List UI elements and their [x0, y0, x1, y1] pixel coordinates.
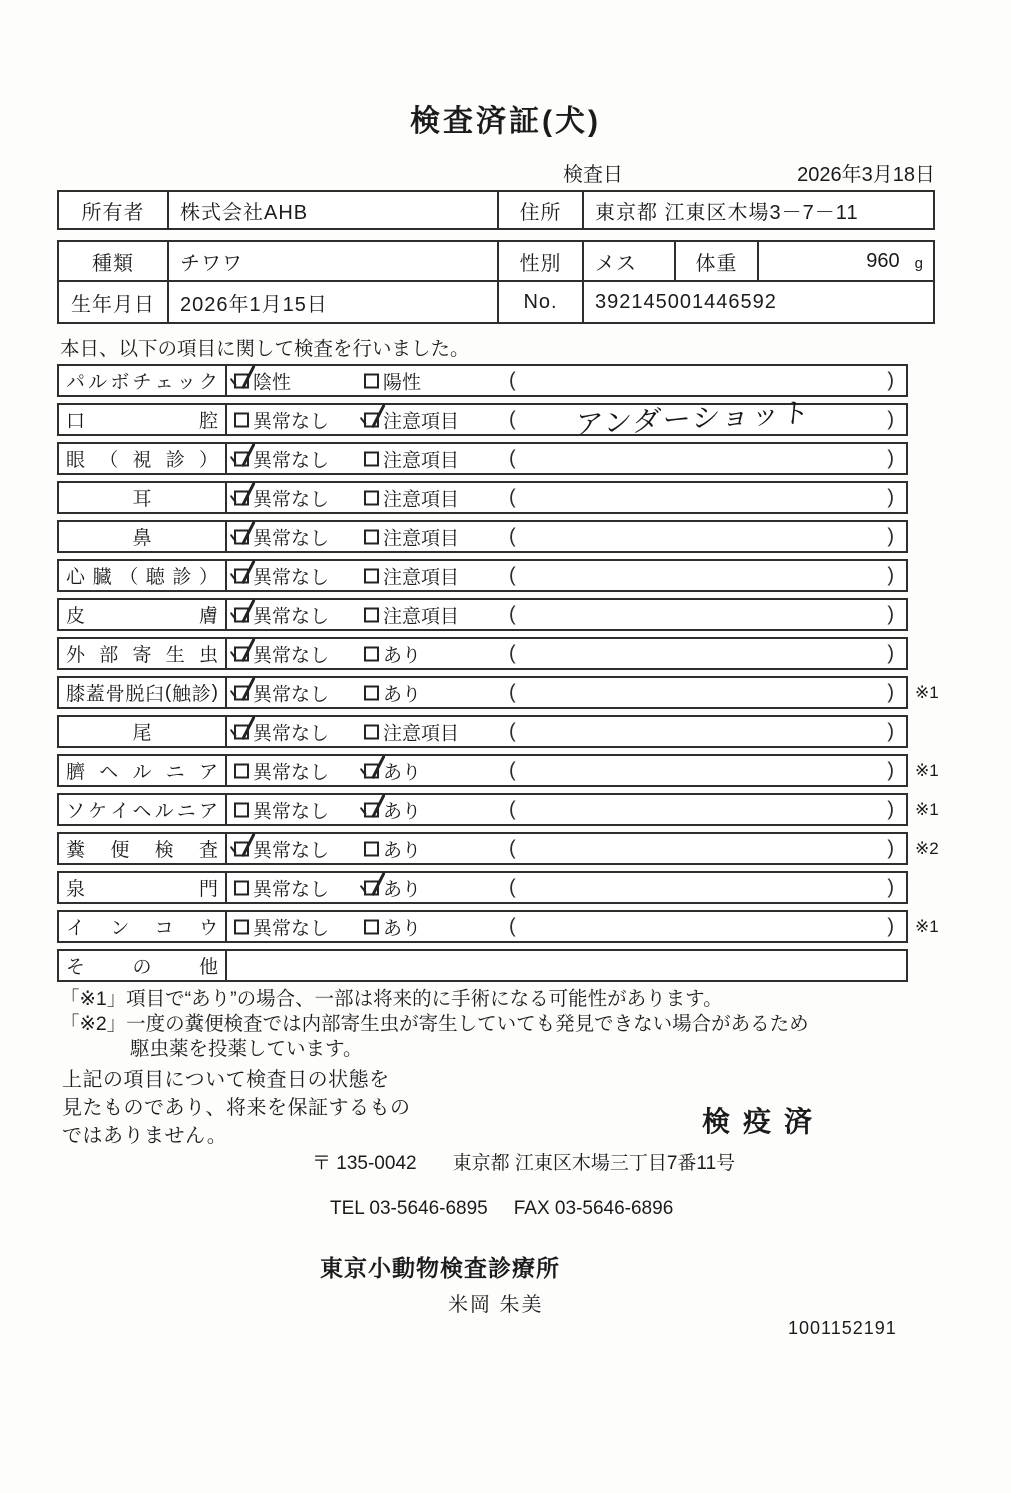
option-2-label: 注意項目 [383, 528, 460, 549]
option-2 [364, 679, 421, 706]
checkbox-icon [234, 841, 249, 856]
option-2 [364, 367, 421, 394]
option-1-label: 異常なし [253, 645, 330, 666]
checkbox-icon [234, 685, 249, 700]
paren-open: ( [509, 681, 516, 703]
option-2 [364, 601, 459, 628]
paren-open: ( [509, 408, 516, 430]
option-1 [234, 484, 329, 511]
checkbox-icon [234, 724, 249, 739]
row-content [227, 834, 906, 863]
paren-open: ( [509, 798, 516, 820]
option-2-label: 陽性 [383, 372, 422, 393]
disclaimer-line-2: 見たものであり、将来を保証するもの [62, 1097, 411, 1119]
row-note: ※1 [915, 916, 939, 936]
checkbox-icon [234, 373, 249, 388]
paren-close: ) [887, 603, 894, 625]
page-title: 検査済証(犬) [410, 105, 601, 138]
birth-value: 2026年1月15日 [167, 282, 497, 322]
checkbox-icon [364, 724, 379, 739]
table-row-fontanelle [57, 871, 908, 904]
option-1-label: 異常なし [253, 879, 330, 900]
checkbox-icon [234, 802, 249, 817]
row-label: イ ン コ ウ [59, 912, 227, 941]
checkbox-icon [364, 685, 379, 700]
option-2 [364, 640, 421, 667]
checkbox-icon [234, 490, 249, 505]
checkbox-icon [234, 607, 249, 622]
option-2 [364, 718, 459, 745]
paren-open: ( [509, 486, 516, 508]
footnote-2: 「※2」一度の糞便検査では内部寄生虫が寄生していても発見できない場合があるため [60, 1013, 809, 1035]
option-2-label: 注意項目 [383, 411, 460, 432]
row-label: 外 部 寄 生 虫 [59, 639, 227, 668]
option-1-label: 異常なし [253, 918, 330, 939]
option-2-label: 注意項目 [383, 567, 460, 588]
paren-open: ( [509, 642, 516, 664]
paren-close: ) [887, 876, 894, 898]
row-label: 臍 ヘ ル ニ ア [59, 756, 227, 785]
paren-open: ( [509, 564, 516, 586]
paren-open: ( [509, 915, 516, 937]
option-2 [364, 445, 459, 472]
inspection-table [57, 364, 939, 988]
table-row-umbilical-hernia [57, 754, 939, 787]
option-2 [364, 523, 459, 550]
option-2-label: 注意項目 [383, 489, 460, 510]
clinic-tel-line [330, 1198, 673, 1220]
option-1 [234, 718, 329, 745]
option-1-label: 異常なし [253, 411, 330, 432]
checkbox-icon [364, 490, 379, 505]
option-2 [364, 484, 459, 511]
checkbox-icon [234, 763, 249, 778]
row-label: 膝 蓋 骨 脱 臼 ( 触 診 ) [59, 678, 227, 707]
option-2 [364, 913, 421, 940]
option-1 [234, 757, 329, 784]
table-row-nose [57, 520, 908, 553]
paren-open: ( [509, 837, 516, 859]
paren-close: ) [887, 369, 894, 391]
row-content [227, 873, 906, 902]
no-value: 392145001446592 [582, 282, 933, 322]
exam-date-line [563, 158, 935, 187]
paren-open: ( [509, 759, 516, 781]
owner-label: 所有者 [81, 201, 145, 224]
owner-value: 株式会社AHB [167, 192, 497, 228]
paren-open: ( [509, 603, 516, 625]
row-label: そ の 他 [59, 951, 227, 980]
option-1 [234, 874, 329, 901]
checkbox-icon [364, 841, 379, 856]
finding-value-handwritten: アンダーショット [573, 396, 813, 441]
option-1 [234, 406, 329, 433]
paren-close: ) [887, 915, 894, 937]
option-2 [364, 406, 459, 433]
info-table [57, 240, 935, 324]
option-1 [234, 796, 329, 823]
footnotes [60, 987, 809, 1062]
table-row-oral [57, 396, 908, 441]
paren-open: ( [509, 369, 516, 391]
footnote-1: 「※1」項目で“あり”の場合、一部は将来的に手術になる可能性があります。 [60, 988, 723, 1010]
row-label: 糞 便 検 査 [59, 834, 227, 863]
paren-open: ( [509, 876, 516, 898]
table-row-ears [57, 481, 908, 514]
option-2 [364, 562, 459, 589]
weight-unit: g [914, 254, 923, 272]
option-2-label: 注意項目 [383, 723, 460, 744]
row-note: ※1 [915, 760, 939, 780]
row-content [227, 795, 906, 824]
option-1 [234, 835, 329, 862]
option-2-label: あり [383, 684, 422, 705]
row-label: ソ ケ イ ヘ ル ニ ア [59, 795, 227, 824]
option-2 [364, 835, 421, 862]
checkbox-icon [364, 451, 379, 466]
weight-number: 960 [866, 249, 900, 272]
option-1-label: 異常なし [253, 606, 330, 627]
row-content [227, 561, 906, 590]
option-2-label: 注意項目 [383, 606, 460, 627]
paren-open: ( [509, 447, 516, 469]
table-row-skin [57, 598, 908, 631]
no-label: No. [497, 282, 582, 322]
checkbox-icon [234, 412, 249, 427]
option-1 [234, 523, 329, 550]
table-row-fecal-exam [57, 832, 939, 865]
checkbox-icon [364, 802, 379, 817]
row-label: 口 腔 [59, 405, 227, 434]
checkbox-icon [234, 880, 249, 895]
row-label: 耳 [59, 483, 227, 512]
option-1-label: 異常なし [253, 684, 330, 705]
birth-label: 生年月日 [71, 293, 155, 316]
option-1-label: 異常なし [253, 567, 330, 588]
option-1-label: 異常なし [253, 840, 330, 861]
row-label: 眼 （ 視 診 ） [59, 444, 227, 473]
checkbox-icon [364, 373, 379, 388]
option-2 [364, 757, 421, 784]
checkbox-icon [364, 529, 379, 544]
option-1 [234, 445, 329, 472]
table-row-inkou [57, 910, 939, 943]
quarantine-stamp: 検疫済 [702, 1106, 826, 1137]
paren-close: ) [887, 642, 894, 664]
checkbox-icon [364, 412, 379, 427]
option-1 [234, 679, 329, 706]
checkbox-icon [364, 568, 379, 583]
row-label: 鼻 [59, 522, 227, 551]
row-label: 泉 門 [59, 873, 227, 902]
option-2 [364, 874, 421, 901]
breed-label: 種類 [92, 252, 134, 275]
row-label: パ ル ボ チ ェ ッ ク [59, 366, 227, 395]
option-1-label: 異常なし [253, 723, 330, 744]
footnote-2-continued: 駆虫薬を投薬しています。 [130, 1038, 363, 1060]
option-1-label: 異常なし [253, 489, 330, 510]
clinic-tel: TEL 03-5646-6895 [330, 1198, 488, 1219]
row-label: 尾 [59, 717, 227, 746]
exam-date-label: 検査日 [563, 164, 623, 186]
weight-label: 体重 [674, 242, 757, 280]
paren-close: ) [887, 564, 894, 586]
option-1 [234, 562, 329, 589]
table-row-external-parasites [57, 637, 908, 670]
intro-text: 本日、以下の項目に関して検査を行いました。 [60, 338, 470, 360]
table-row-eyes [57, 442, 908, 475]
disclaimer [62, 1066, 411, 1150]
serial-number: 1001152191 [788, 1318, 897, 1338]
option-1 [234, 640, 329, 667]
option-1-label: 異常なし [253, 762, 330, 783]
postal-code: 〒 135-0042 [312, 1153, 417, 1174]
checkbox-icon [364, 763, 379, 778]
checkbox-icon [234, 568, 249, 583]
row-content [227, 756, 906, 785]
paren-close: ) [887, 759, 894, 781]
row-label: 皮 膚 [59, 600, 227, 629]
paren-close: ) [887, 447, 894, 469]
option-1 [234, 367, 291, 394]
row-label: 心 臓 （ 聴 診 ） [59, 561, 227, 590]
checkbox-icon [364, 919, 379, 934]
option-1-label: 異常なし [253, 528, 330, 549]
checkbox-icon [364, 880, 379, 895]
table-row-other [57, 949, 908, 982]
row-content [227, 912, 906, 941]
option-2-label: あり [383, 879, 422, 900]
sex-label: 性別 [497, 242, 582, 280]
row-content [227, 600, 906, 629]
examiner-name: 米岡 朱美 [448, 1294, 544, 1316]
option-1 [234, 913, 329, 940]
paren-close: ) [887, 525, 894, 547]
paren-close: ) [887, 681, 894, 703]
exam-date-value: 2026年3月18日 [797, 164, 935, 186]
paren-open: ( [509, 720, 516, 742]
paren-close: ) [887, 837, 894, 859]
breed-value: チワワ [167, 242, 497, 280]
row-note: ※1 [915, 682, 939, 702]
table-row-heart [57, 559, 908, 592]
paren-close: ) [887, 798, 894, 820]
paren-close: ) [887, 408, 894, 430]
clinic-postal-line [312, 1148, 735, 1175]
row-content [227, 444, 906, 473]
option-2 [364, 796, 421, 823]
disclaimer-line-1: 上記の項目について検査日の状態を [62, 1069, 390, 1091]
checkbox-icon [364, 646, 379, 661]
paren-close: ) [887, 720, 894, 742]
option-1-label: 異常なし [253, 450, 330, 471]
owner-table [57, 190, 935, 230]
checkbox-icon [234, 646, 249, 661]
checkbox-icon [234, 529, 249, 544]
row-note: ※1 [915, 799, 939, 819]
table-row-tail [57, 715, 908, 748]
checkbox-icon [234, 451, 249, 466]
address-label: 住所 [497, 192, 582, 228]
option-1 [234, 601, 329, 628]
option-1-label: 陰性 [253, 372, 292, 393]
option-2-label: あり [383, 801, 422, 822]
checkbox-icon [234, 919, 249, 934]
paren-open: ( [509, 525, 516, 547]
clinic-fax: FAX 03-5646-6896 [513, 1198, 674, 1219]
clinic-address: 東京都 江東区木場三丁目7番11号 [452, 1153, 736, 1174]
row-content [227, 717, 906, 746]
option-1-label: 異常なし [253, 801, 330, 822]
address-value: 東京都 江東区木場3－7－11 [582, 192, 933, 228]
option-2-label: あり [383, 762, 422, 783]
row-content [227, 951, 906, 980]
weight-value [757, 242, 933, 280]
table-row-patella [57, 676, 939, 709]
option-2-label: あり [383, 840, 422, 861]
option-2-label: あり [383, 918, 422, 939]
row-content [227, 639, 906, 668]
row-content [227, 678, 906, 707]
info-table-row-2 [59, 282, 933, 322]
option-2-label: 注意項目 [383, 450, 460, 471]
clinic-name: 東京小動物検査診療所 [320, 1255, 560, 1281]
sex-value: メス [582, 242, 674, 280]
option-2-label: あり [383, 645, 422, 666]
row-content [227, 483, 906, 512]
row-content [227, 396, 906, 441]
info-table-row-1 [59, 242, 933, 282]
row-content [227, 522, 906, 551]
checkbox-icon [364, 607, 379, 622]
paren-close: ) [887, 486, 894, 508]
row-note: ※2 [915, 838, 939, 858]
table-row-inguinal-hernia [57, 793, 939, 826]
disclaimer-line-3: ではありません。 [62, 1125, 228, 1147]
